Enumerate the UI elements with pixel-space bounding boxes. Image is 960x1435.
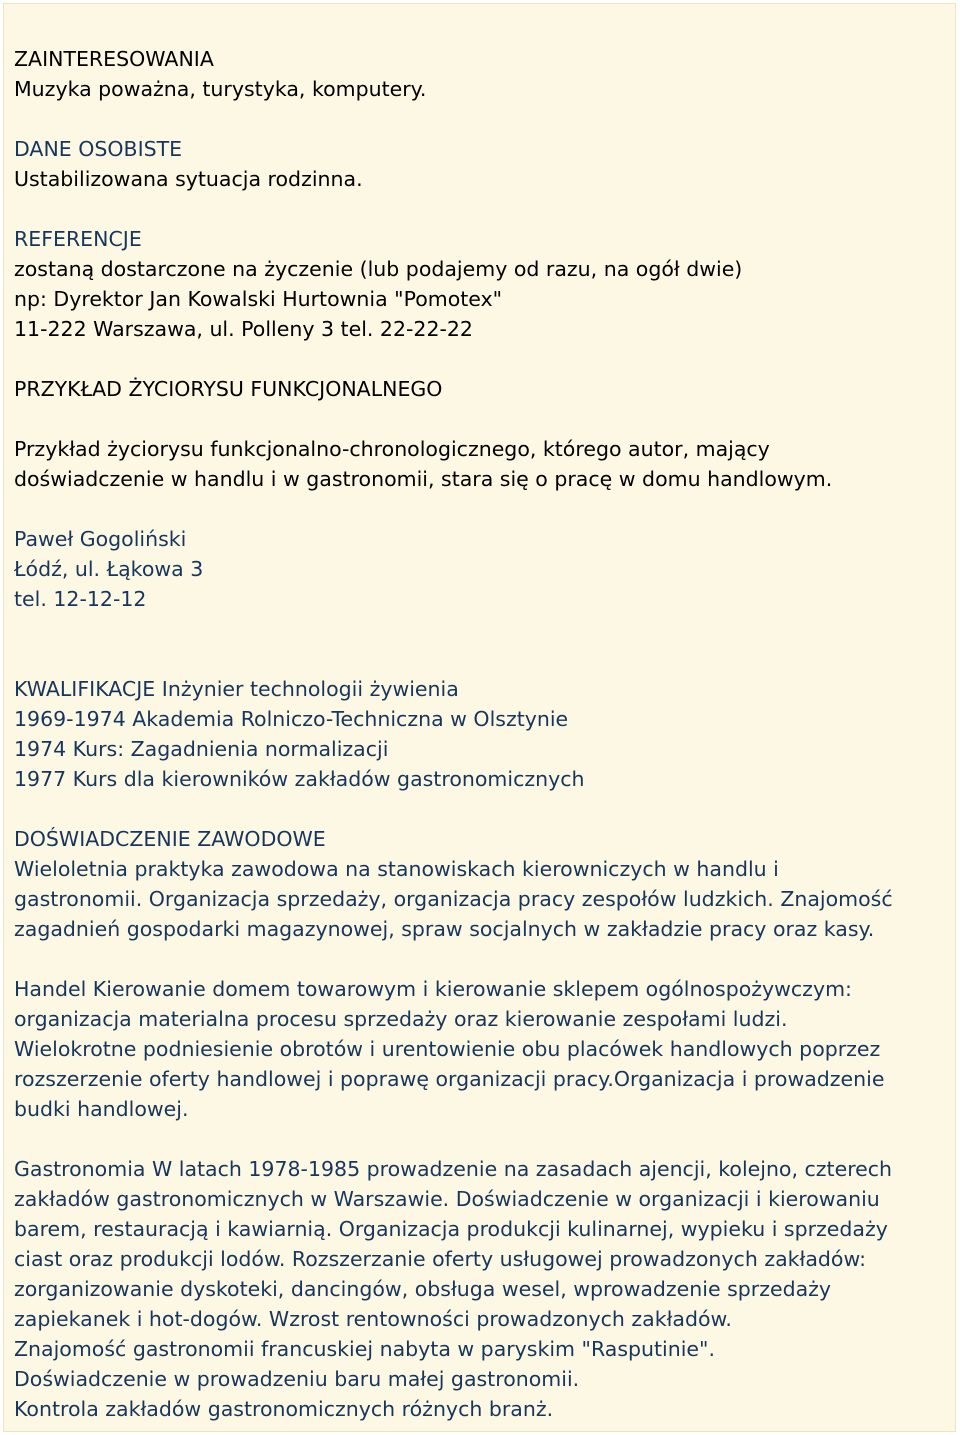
spacer [14,104,944,134]
gastronomia-line: barem, restauracją i kawiarnią. Organizacja produkcji kulinarnej, wypieku i sprzedaży [14,1217,888,1241]
handel-line: Wielokrotne podniesienie obrotów i urentowienie obu placówek handlowych poprzez [14,1037,881,1061]
spacer [14,794,944,824]
section-heading-przyklad: PRZYKŁAD ŻYCIORYSU FUNKCJONALNEGO [14,377,443,401]
person-phone: tel. 12-12-12 [14,587,147,611]
person-name: Paweł Gogoliński [14,527,187,551]
spacer [14,194,944,224]
gastronomia-line: Znajomość gastronomii francuskiej nabyta w paryskim "Rasputinie". [14,1337,715,1361]
doswiadczenie-line: gastronomii. Organizacja sprzedaży, organizacja pracy zespołów ludzkich. Znajomość [14,887,893,911]
kwalifikacje-line: 1977 Kurs dla kierowników zakładów gastronomicznych [14,767,585,791]
doswiadczenie-line: zagadnień gospodarki magazynowej, spraw socjalnych w zakładzie pracy oraz kasy. [14,917,875,941]
person-address: Łódź, ul. Łąkowa 3 [14,557,204,581]
section-heading-doswiadczenie: DOŚWIADCZENIE ZAWODOWE [14,827,326,851]
doswiadczenie-line: Wieloletnia praktyka zawodowa na stanowiskach kierowniczych w handlu i [14,857,779,881]
handel-line: Handel Kierowanie domem towarowym i kierowanie sklepem ogólnospożywczym: [14,977,852,1001]
spacer [14,614,944,674]
section-heading-referencje: REFERENCJE [14,227,142,251]
section-heading-dane-osobiste: DANE OSOBISTE [14,137,183,161]
zainteresowania-text: Muzyka poważna, turystyka, komputery. [14,77,427,101]
kwalifikacje-line: 1969-1974 Akademia Rolniczo-Techniczna w Olsztynie [14,707,569,731]
spacer [14,1124,944,1154]
spacer [14,344,944,374]
dane-osobiste-text: Ustabilizowana sytuacja rodzinna. [14,167,363,191]
kwalifikacje-line: 1974 Kurs: Zagadnienia normalizacji [14,737,389,761]
handel-line: organizacja materialna procesu sprzedaży oraz kierowanie zespołami ludzi. [14,1007,788,1031]
gastronomia-line: zakładów gastronomicznych w Warszawie. Doświadczenie w organizacji i kierowaniu [14,1187,880,1211]
referencje-line: 11-222 Warszawa, ul. Polleny 3 tel. 22-22-22 [14,317,473,341]
przyklad-line: doświadczenie w handlu i w gastronomii, stara się o pracę w domu handlowym. [14,467,833,491]
gastronomia-line: zorganizowanie dyskoteki, dancingów, obsługa wesel, wprowadzenie sprzedaży [14,1277,832,1301]
gastronomia-line: Gastronomia W latach 1978-1985 prowadzenie na zasadach ajencji, kolejno, czterech [14,1157,893,1181]
handel-line: budki handlowej. [14,1097,189,1121]
document-content [14,44,944,1424]
document-page [3,3,956,1432]
gastronomia-line: zapiekanek i hot-dogów. Wzrost rentowności prowadzonych zakładów. [14,1307,732,1331]
przyklad-line: Przykład życiorysu funkcjonalno-chronologicznego, którego autor, mający [14,437,770,461]
gastronomia-line: Doświadczenie w prowadzeniu baru małej gastronomii. [14,1367,580,1391]
referencje-line: np: Dyrektor Jan Kowalski Hurtownia "Pomotex" [14,287,503,311]
spacer [14,494,944,524]
spacer [14,404,944,434]
kwalifikacje-title: Inżynier technologii żywienia [161,677,459,701]
handel-line: rozszerzenie oferty handlowej i poprawę organizacji pracy.Organizacja i prowadzenie [14,1067,885,1091]
kwalifikacje-heading-line [14,674,944,704]
section-heading-kwalifikacje: KWALIFIKACJE [14,677,156,701]
spacer [14,944,944,974]
gastronomia-line: Kontrola zakładów gastronomicznych różnych branż. [14,1397,554,1421]
gastronomia-line: ciast oraz produkcji lodów. Rozszerzanie oferty usługowej prowadzonych zakładów: [14,1247,867,1271]
referencje-line: zostaną dostarczone na życzenie (lub podajemy od razu, na ogół dwie) [14,257,743,281]
section-heading-zainteresowania: ZAINTERESOWANIA [14,47,214,71]
